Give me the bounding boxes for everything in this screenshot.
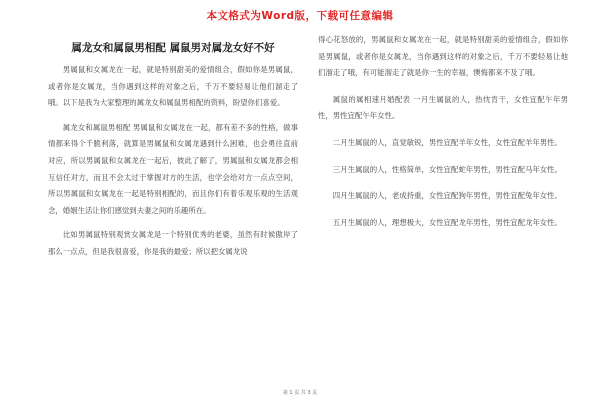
paragraph: 二月生属鼠的人，直觉敏锐，男性宜配羊年女性，女性宜配羊年男性。	[332, 137, 562, 147]
page-number: 第 1 页 共 3 页	[282, 390, 318, 396]
paragraph: 四月生属鼠的人，老成持重，女性宜配狗年男性，男性宜配兔年女性。	[332, 191, 562, 201]
word-format-banner: 本文格式为Word版，下载可任意编辑	[206, 10, 394, 22]
paragraph: 男属鼠和女属龙在一起，就是特别甜美的爱情组合，假如你是男属鼠，或者你是女属龙，当你遇到这样的对象之后，千万不要轻易让他们溜走了哦。以下是我为大家整理的属龙女和属鼠男相配的资料，盼望你们喜爱。	[48, 65, 298, 108]
paragraph: 得心花怒放的，男属鼠和女属龙在一起，就是特别甜美的爱情组合，假如你是男属鼠，或者你是女属龙，当你遇到这样的对象之后，千万不要轻易让他们溜走了哦，有可能溜走了就是你一生的幸福，懊悔都来不及了哦。	[318, 35, 568, 78]
paragraph: 比如男属鼠特别观赏女属龙是一个特别优秀的老婆，虽然有时候傲岸了那么一点点，但是我很喜爱，你是我的最爱；所以把女属龙说	[48, 230, 298, 256]
article-title: 属龙女和属鼠男相配 属鼠男对属龙女好不好	[71, 42, 275, 54]
right-column	[318, 32, 568, 231]
paragraph: 属鼠的属相速月婚配表 一月生属鼠的人，热忱肯干，女性宜配午年男性，男性宜配午年女性。	[318, 94, 568, 121]
paragraph: 三月生属鼠的人，性格简单，女性宜配蛇年男性，男性宜配马年女性。	[332, 164, 562, 174]
left-column	[48, 36, 298, 261]
paragraph: 属龙女和属鼠男相配 男属鼠和女属龙在一起，都有差不多的性格，做事情都来得个千脆利落，就算是男属鼠和女属龙遇到什么困难，也会勇往直前对应，所以男属鼠和女属龙在一起后，彼此了解了，男属鼠和女属龙都会相互信任对方，而且不会太过于掌握对方的生活，也学会给对方一点点空间，所以男属鼠和女属龙在一起是特别相配的，而且你们有着乐观乐观的生活观念，婚姻生活让你们感觉到夫妻之间的乐趣所在。	[48, 122, 298, 215]
paragraph: 五月生属鼠的人，理想极大，女性宜配龙年男性，男性宜配龙年女性。	[332, 217, 562, 227]
